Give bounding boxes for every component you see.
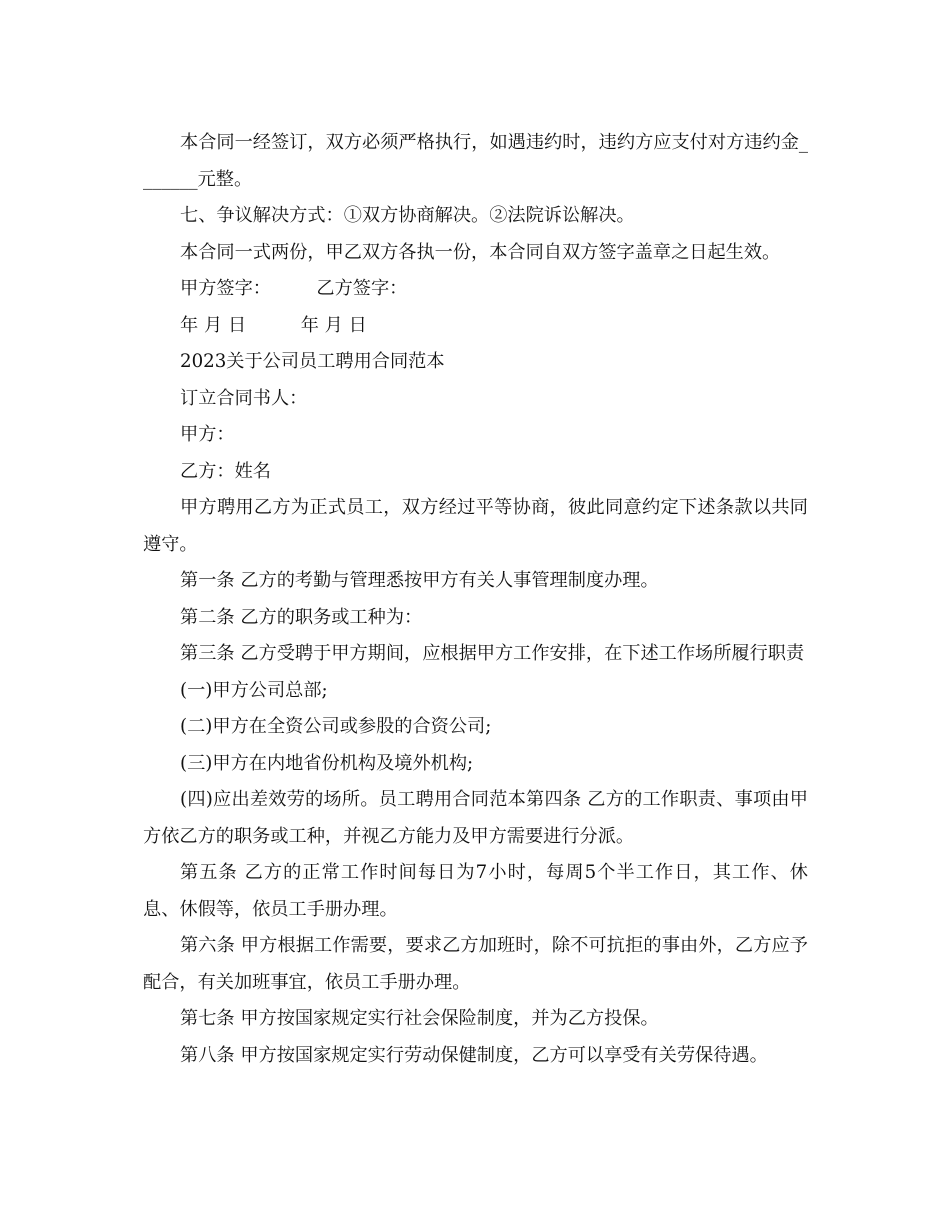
article-5: 第五条 乙方的正常工作时间每日为7小时，每周5个半工作日，其工作、休息、休假等，依员工手册办理。 <box>143 862 808 920</box>
paragraph-copies-effective: 本合同一式两份，甲乙双方各执一份，本合同自双方签字盖章之日起生效。 <box>180 241 781 263</box>
paragraph-dates: 年 月 日 年 月 日 <box>180 314 367 336</box>
document-title: 2023关于公司员工聘用合同范本 <box>180 351 445 372</box>
article-1: 第一条 乙方的考勤与管理悉按甲方有关人事管理制度办理。 <box>180 570 659 591</box>
paragraph-signatures: 甲方签字： 乙方签字： <box>180 278 408 299</box>
paragraph-party-b: 乙方：姓名 <box>180 460 271 482</box>
document-body <box>143 125 808 1074</box>
article-3-item-4-article-4: (四)应出差效劳的场所。员工聘用合同范本第四条 乙方的工作职责、事项由甲方依乙方的职务或工种，并视乙方能力及甲方需要进行分派。 <box>143 789 808 847</box>
article-3-item-2: (二)甲方在全资公司或参股的合资公司; <box>180 716 492 737</box>
paragraph-parties-heading: 订立合同书人： <box>180 387 308 409</box>
paragraph-breach-penalty: 本合同一经签订，双方必须严格执行，如遇违约时，违约方应支付对方违约金_______元整。 <box>143 132 808 190</box>
article-6: 第六条 甲方根据工作需要，要求乙方加班时，除不可抗拒的事由外，乙方应予配合，有关加班事宜，依员工手册办理。 <box>143 935 808 993</box>
article-3: 第三条 乙方受聘于甲方期间，应根据甲方工作安排，在下述工作场所履行职责 <box>180 643 805 664</box>
paragraph-party-a: 甲方： <box>180 424 235 445</box>
article-8: 第八条 甲方按国家规定实行劳动保健制度，乙方可以享受有关劳保待遇。 <box>180 1044 768 1066</box>
paragraph-preamble: 甲方聘用乙方为正式员工，双方经过平等协商，彼此同意约定下述条款以共同遵守。 <box>143 497 808 555</box>
article-3-item-1: (一)甲方公司总部; <box>180 679 328 701</box>
article-2: 第二条 乙方的职务或工种为： <box>180 606 423 628</box>
paragraph-dispute-resolution: 七、争议解决方式：①双方协商解决。②法院诉讼解决。 <box>180 205 635 226</box>
article-7: 第七条 甲方按国家规定实行社会保险制度，并为乙方投保。 <box>180 1008 659 1029</box>
article-3-item-3: (三)甲方在内地省份机构及境外机构; <box>180 752 474 774</box>
